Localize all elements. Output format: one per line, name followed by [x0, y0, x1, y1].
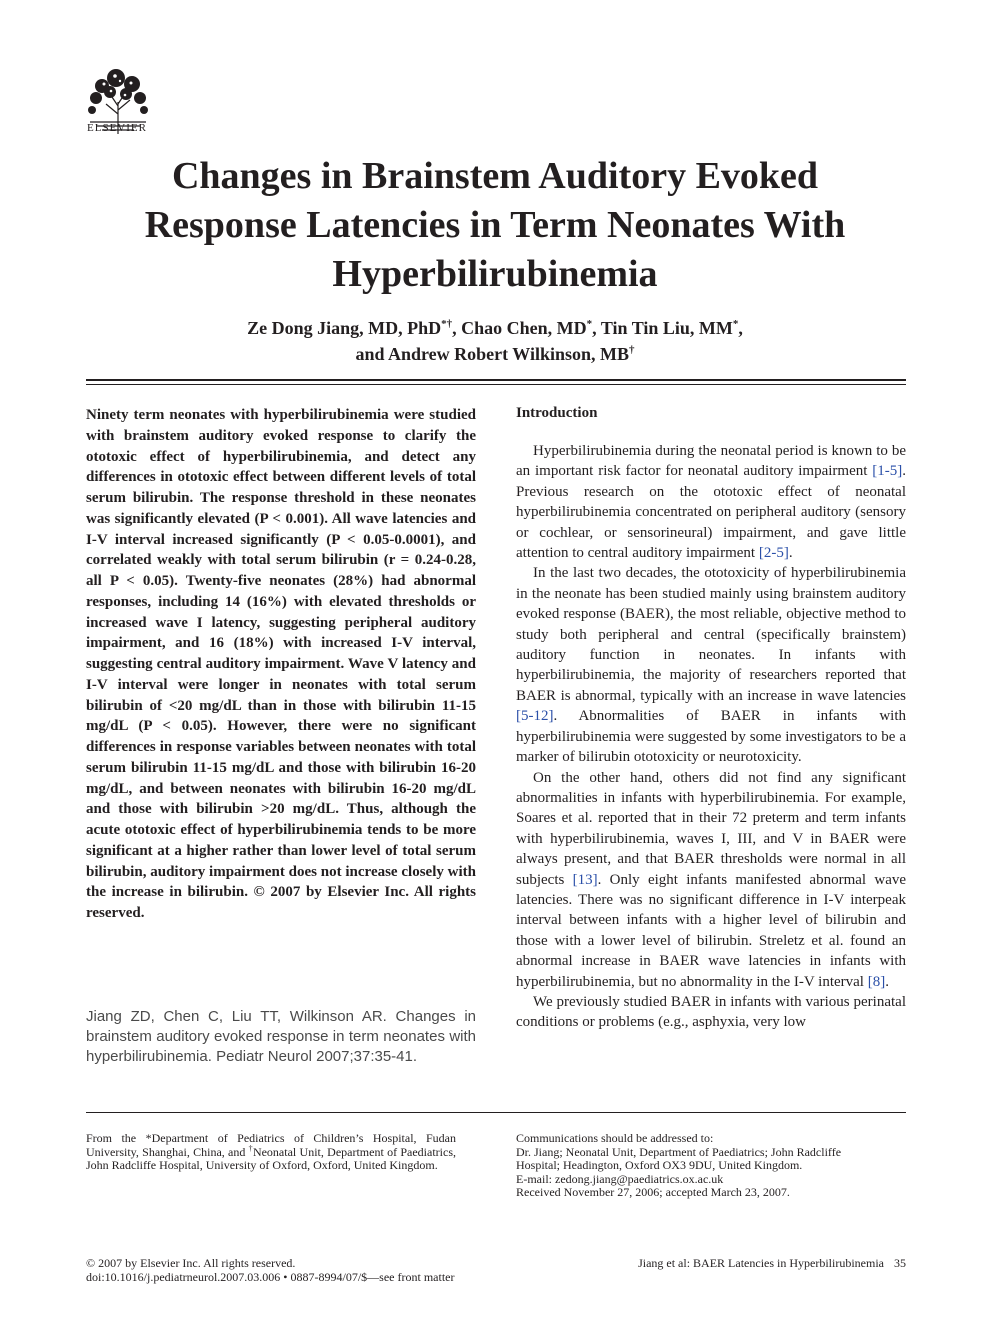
author-line-1 — [95, 315, 895, 341]
introduction-paragraph — [516, 441, 906, 563]
author-name: Ze Dong Jiang, MD, PhD — [247, 318, 442, 338]
header-rule-top — [86, 379, 906, 381]
footer-copyright: © 2007 by Elsevier Inc. All rights reserved. — [86, 1256, 296, 1270]
author-affiliation-mark: † — [629, 344, 635, 356]
paragraph-text: On the other hand, others did not find any significant abnormalities in infants with hyperbilirubinemia. For example, Soares et al. reported that in their 72 preterm and term infants with hyperbilirubinemia, waves I, III, and V in BAER were always present, and that BAER thresholds were normal in all subjects — [516, 769, 906, 888]
abstract-text: Ninety term neonates with hyperbilirubinemia were studied with brainstem auditory evoked response to clarify the ototoxic effect of hyperbilirubinemia, and detect any differences in ototoxic effect between different levels of total serum bilirubin. The response threshold in these neonates was significantly elevated (P < 0.001). All wave latencies and I-V interval increased significantly (P < 0.05-0.0001), and correlated weakly with total serum bilirubin (r = 0.24-0.28, all P < 0.05). Twenty-five neonates (28%) had abnormal responses, including 14 (16%) with elevated thresholds or increased wave I latency, suggesting peripheral auditory impairment, and 16 (18%) with increased I-V interval, suggesting central auditory impairment. Wave V latency and I-V interval were longer in neonates with total serum bilirubin of <20 mg/dL than in those with bilirubin 11-15 mg/dL (P < 0.05). However, there were no significant differences in response variables between neonates with total serum bilirubin 11-15 mg/dL and those with bilirubin 16-20 mg/dL, and between neonates with bilirubin 16-20 mg/dL and those with bilirubin >20 mg/dL. Thus, although the acute ototoxic effect of hyperbilirubinemia tends to be more significant at a higher rather than lower level of total serum bilirubin, auditory impairment does not increase closely with the increase in bilirubin. © 2007 by Elsevier Inc. All rights reserved. — [86, 407, 476, 921]
header-rule-bottom — [86, 384, 906, 385]
introduction-paragraph — [516, 563, 906, 767]
running-head: Jiang et al: BAER Latencies in Hyperbilirubinemia — [638, 1256, 884, 1270]
reference-link[interactable]: [5-12] — [516, 708, 554, 725]
elsevier-logo-text: ELSEVIER — [87, 122, 147, 134]
author-list — [95, 315, 895, 367]
paragraph-text: . Previous research on the ototoxic effect of neonatal hyperbilirubinemia concentrated on peripheral auditory (sensory or cochlear, or sensorineural) impairment, and gave little attention to central auditory impairment — [516, 463, 906, 562]
paragraph-text: Hyperbilirubinemia during the neonatal period is known to be an important risk factor for neonatal auditory impairment — [516, 443, 906, 480]
author-line-2 — [95, 341, 895, 367]
reference-link[interactable]: [13] — [572, 871, 598, 888]
affiliation-footnote — [86, 1132, 456, 1173]
section-heading-introduction: Introduction — [516, 405, 598, 421]
affiliation-text-part-2: Neonatal Unit, Department of Paediatrics, John Radcliffe Hospital, University of Oxford, Oxford, United Kingdom. — [86, 1144, 456, 1172]
paragraph-text: We previously studied BAER in infants with various perinatal conditions or problems (e.g., asphyxia, very low — [516, 993, 906, 1031]
correspondence-footnote — [516, 1132, 906, 1200]
paragraph-text: . — [885, 973, 889, 990]
article-title: Changes in Brainstem Auditory Evoked Response Latencies in Term Neonates With Hyperbilirubinemia — [144, 155, 846, 295]
introduction-paragraph — [516, 768, 906, 992]
paragraph-text: . — [788, 545, 793, 562]
citation-text: Jiang ZD, Chen C, Liu TT, Wilkinson AR. Changes in brainstem auditory evoked response in term neonates with hyperbilirubinemia. Pediatr Neurol 2007;37:35-41. — [86, 1008, 476, 1065]
correspondence-email[interactable]: E-mail: zedong.jiang@paediatrics.ox.ac.uk — [516, 1171, 724, 1186]
paragraph-text: . Abnormalities of BAER in infants with hyperbilirubinemia were suggested by some investigators to be a marker of bilirubin ototoxicity or neurotoxicity. — [516, 708, 906, 766]
author-affiliation-mark: *† — [441, 318, 453, 330]
correspondence-line: Hospital; Headington, Oxford OX3 9DU, United Kingdom. — [516, 1158, 803, 1172]
author-separator: , — [592, 318, 601, 338]
page-footer-left — [86, 1256, 454, 1284]
author-affiliation-mark: * — [586, 318, 593, 330]
reference-link[interactable]: [1-5] — [872, 463, 903, 480]
page-number: 35 — [894, 1256, 906, 1270]
introduction-body — [516, 441, 906, 1033]
introduction-paragraph — [516, 992, 906, 1033]
author-separator: , — [452, 318, 462, 338]
author-affiliation-mark: * — [732, 318, 739, 330]
author-name: and Andrew Robert Wilkinson, MB — [355, 344, 630, 364]
author-name: Tin Tin Liu, MM — [600, 318, 733, 338]
paragraph-text: In the last two decades, the ototoxicity of hyperbilirubinemia in the neonate has been studied mainly using brainstem auditory evoked response (BAER), the most reliable, objective method to study both peripheral and central (specifically brainstem) auditory function in neonates. In infants with hyperbilirubinemia, the majority of researchers reported that BAER is abnormal, typically with an increase in wave latencies — [516, 565, 906, 704]
paragraph-text: . Only eight infants manifested abnormal wave latencies. There was no significant difference in I-V interpeak interval between infants with a higher level of bilirubin and those with a lower level of bilirubin. Streletz et al. found an abnormal increase in BAER wave latencies in infants with hyperbilirubinemia, but no abnormality in the I-V interval — [516, 871, 907, 990]
correspondence-line: Communications should be addressed to: — [516, 1131, 714, 1145]
correspondence-line: Dr. Jiang; Neonatal Unit, Department of Paediatrics; John Radcliffe — [516, 1144, 842, 1159]
page-footer-right — [560, 1256, 906, 1271]
author-name: Chao Chen, MD — [461, 318, 587, 338]
footer-doi[interactable]: doi:10.1016/j.pediatrneurol.2007.03.006 • 0887-8994/07/$—see front matter — [86, 1270, 455, 1284]
affiliation-mark: † — [248, 1143, 253, 1153]
received-dates: Received November 27, 2006; accepted March 23, 2007. — [516, 1185, 790, 1199]
reference-link[interactable]: [2-5] — [758, 545, 789, 562]
author-separator: , — [738, 318, 743, 338]
affiliation-text-part-1: From the *Department of Pediatrics of Children’s Hospital, Fudan University, Shanghai, China, and — [86, 1131, 456, 1159]
reference-link[interactable]: [8] — [867, 973, 886, 990]
footnote-rule — [86, 1112, 906, 1113]
